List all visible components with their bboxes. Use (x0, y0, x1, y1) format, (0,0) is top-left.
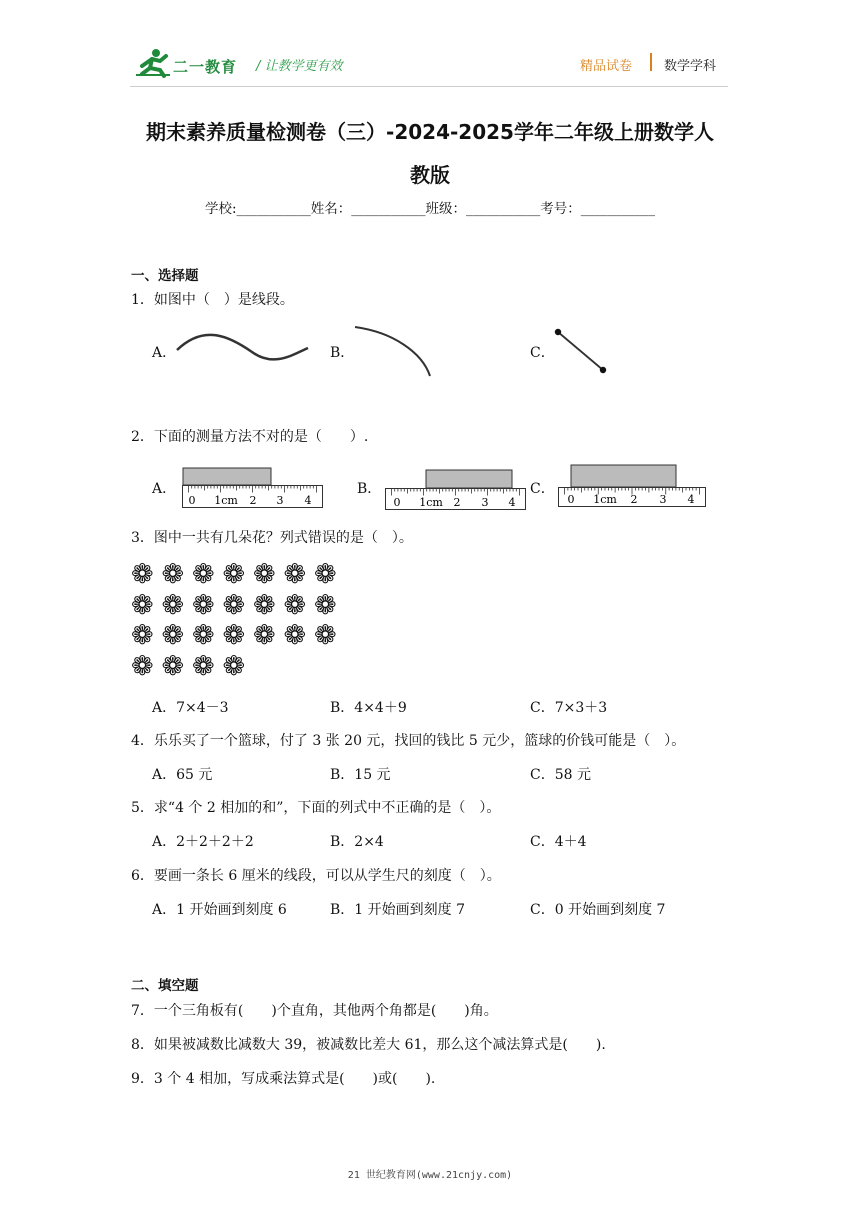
flower-icon: ❁ (192, 589, 215, 621)
header-divider (650, 53, 652, 71)
flower-icon: ❁ (283, 589, 307, 621)
flower-icon: ❁ (131, 650, 154, 682)
q4-option-b: B．15 元 (330, 767, 391, 783)
ruler-label: 2 (453, 496, 461, 509)
ruler-label: 0 (393, 496, 401, 509)
q1-option-b-label: B． (330, 345, 355, 361)
q2-option-a-label: A． (152, 481, 177, 497)
flower-icon: ❁ (131, 620, 154, 651)
flower-icon: ❁ (131, 559, 154, 590)
page-footer: 21 世纪教育网(www.21cnjy.com) (347, 1170, 513, 1181)
flower-icon: ❁ (161, 620, 185, 651)
flower-icon: ❁ (222, 620, 246, 651)
header-subject: 数学学科 (664, 59, 717, 74)
q1-arc-b (352, 322, 436, 380)
ruler-label: 3 (659, 493, 667, 506)
ruler-label: 0 (567, 493, 575, 506)
ruler-label: 2 (249, 494, 257, 507)
q3-option-c: C．7×3＋3 (530, 700, 608, 716)
logo-runner-icon (134, 46, 174, 78)
ruler-label: 3 (481, 496, 489, 509)
ruler-label: 3 (276, 494, 284, 507)
flower-icon: ❁ (314, 589, 337, 621)
question-5-stem: 5．求“4 个 2 相加的和”，下面的列式中不正确的是（ ）。 (131, 800, 501, 816)
ruler-label: 4 (304, 494, 312, 507)
question-6-stem: 6．要画一条长 6 厘米的线段，可以从学生尺的刻度（ ）。 (131, 868, 501, 884)
q1-option-c-label: C． (530, 345, 555, 361)
question-2-stem: 2．下面的测量方法不对的是（ ）. (131, 429, 369, 445)
q6-option-b: B．1 开始画到刻度 7 (330, 902, 466, 918)
q1-curve-a (174, 328, 312, 368)
student-info-line: 学校:___________姓名：___________班级：___________考号：___________ (204, 201, 656, 217)
page-title-line2: 教版 (410, 163, 450, 187)
ruler-label: 2 (630, 493, 638, 506)
flower-icon: ❁ (192, 650, 215, 682)
ruler-label: 4 (508, 496, 516, 509)
ruler-label: 1cm (419, 496, 443, 509)
flower-icon: ❁ (222, 559, 246, 590)
question-7-stem: 7．一个三角板有( )个直角，其他两个角都是( )角。 (131, 1003, 498, 1019)
flower-icon: ❁ (222, 650, 246, 682)
header-category: 精品试卷 (580, 59, 633, 74)
logo (134, 46, 174, 78)
question-1-stem: 1．如图中（ ）是线段。 (131, 292, 294, 308)
flower-icon: ❁ (314, 620, 337, 651)
logo-text: 二一教育 (173, 58, 238, 76)
q5-option-a: A．2＋2＋2＋2 (152, 834, 254, 850)
flower-icon: ❁ (283, 620, 307, 651)
ruler-label: 4 (687, 493, 695, 506)
q4-option-c: C．58 元 (530, 767, 591, 783)
q2-ruler-a (182, 465, 324, 509)
q5-option-c: C．4＋4 (530, 834, 587, 850)
flower-icon: ❁ (222, 589, 246, 621)
q2-ruler-b (385, 467, 527, 511)
q3-option-b: B．4×4＋9 (330, 700, 407, 716)
flower-icon: ❁ (253, 559, 276, 590)
flower-icon: ❁ (192, 620, 215, 651)
flower-icon: ❁ (161, 589, 185, 621)
flower-icon: ❁ (253, 620, 276, 651)
flower-icon: ❁ (161, 650, 185, 682)
q3-option-a: A．7×4－3 (152, 700, 229, 716)
ruler-label: 0 (188, 494, 196, 507)
q2-option-b-label: B． (357, 481, 382, 497)
flower-icon: ❁ (314, 559, 337, 590)
q5-option-b: B．2×4 (330, 834, 384, 850)
flower-icon: ❁ (192, 559, 215, 590)
q6-option-a: A．1 开始画到刻度 6 (152, 902, 287, 918)
flower-icon: ❁ (131, 589, 154, 621)
q2-option-c-label: C． (530, 481, 555, 497)
flower-icon: ❁ (253, 589, 276, 621)
q1-segment-c (552, 326, 610, 376)
ruler-label: 1cm (593, 493, 617, 506)
header-rule (130, 86, 728, 87)
flower-icon: ❁ (161, 559, 185, 590)
flower-grid (131, 561, 351, 686)
question-8-stem: 8．如果被减数比减数大 39，被减数比差大 61，那么这个减法算式是( ). (131, 1037, 606, 1053)
q1-option-a-label: A． (152, 345, 177, 361)
section-heading-fill: 二、填空题 (131, 978, 199, 994)
header-slogan: / 让教学更有效 (256, 59, 343, 74)
section-heading-choice: 一、选择题 (131, 268, 199, 284)
q4-option-a: A．65 元 (152, 767, 213, 783)
q2-ruler-c (558, 462, 708, 508)
ruler-label: 1cm (214, 494, 238, 507)
question-3-stem: 3．图中一共有几朵花？列式错误的是（ ）。 (131, 530, 413, 546)
flower-icon: ❁ (283, 559, 307, 590)
question-4-stem: 4．乐乐买了一个篮球，付了 3 张 20 元，找回的钱比 5 元少，篮球的价钱可能是（ ）。 (131, 733, 686, 749)
question-9-stem: 9．3 个 4 相加，写成乘法算式是( )或( ). (131, 1071, 436, 1087)
q6-option-c: C．0 开始画到刻度 7 (530, 902, 666, 918)
page-title-line1: 期末素养质量检测卷（三）-2024-2025学年二年级上册数学人 (146, 120, 714, 144)
